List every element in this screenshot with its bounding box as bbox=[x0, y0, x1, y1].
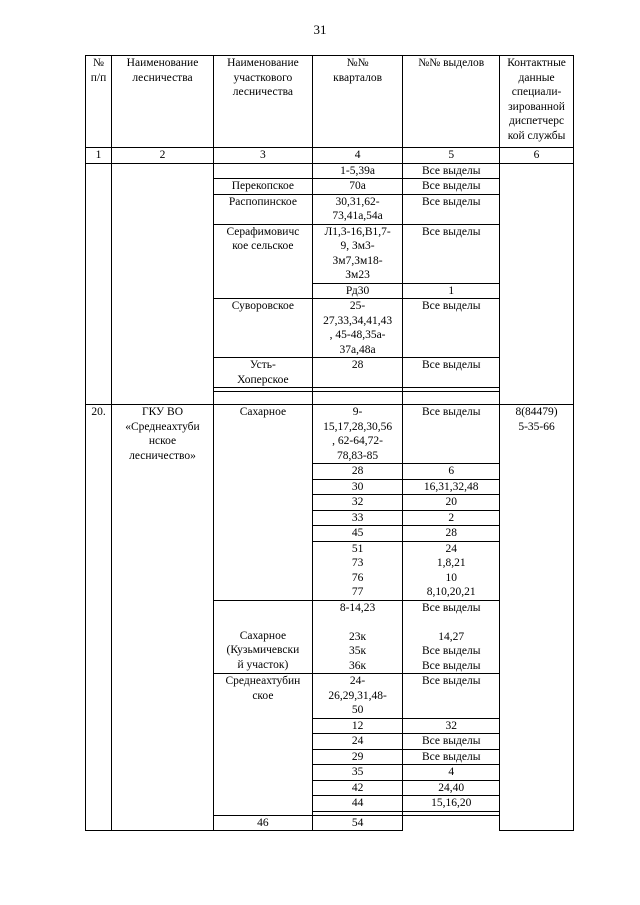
header-quarters: №№ кварталов bbox=[312, 56, 403, 148]
contacts-cell bbox=[500, 163, 574, 405]
plots-cell: 2 bbox=[403, 510, 500, 526]
header-district-forestry-name: Наименование участкового лесничества bbox=[213, 56, 312, 148]
quarters-cell: 30 bbox=[312, 479, 403, 495]
quarters-cell: 35 bbox=[312, 765, 403, 781]
plots-cell: 32 bbox=[403, 718, 500, 734]
forestry-name-cell: ГКУ ВО «Среднеахтуби нское лесничество» bbox=[112, 405, 214, 831]
plots-cell: Все выделы bbox=[403, 734, 500, 750]
quarters-cell: 33 bbox=[312, 510, 403, 526]
number-cell: 20. bbox=[86, 405, 112, 831]
quarters-cell: 28 bbox=[312, 358, 403, 388]
plots-cell: Все выделы bbox=[403, 194, 500, 224]
district-cell: Сахарное (Кузьмичевски й участок) bbox=[213, 600, 312, 674]
quarters-cell: 24 bbox=[312, 734, 403, 750]
plots-cell: 54 bbox=[312, 815, 403, 831]
quarters-cell: 12 bbox=[312, 718, 403, 734]
quarters-cell: 42 bbox=[312, 780, 403, 796]
quarters-cell: 70а bbox=[312, 179, 403, 195]
plots-cell bbox=[403, 392, 500, 405]
district-cell: Усть- Хоперское bbox=[213, 358, 312, 388]
quarters-cell: 29 bbox=[312, 749, 403, 765]
district-cell: Сахарное bbox=[213, 405, 312, 601]
quarters-cell: 8-14,23 23к 35к 36к bbox=[312, 600, 403, 674]
quarters-cell: 1-5,39а bbox=[312, 163, 403, 179]
district-cell: Среднеахтубин ское bbox=[213, 674, 312, 816]
header-contacts: Контактные данные специали- зированной диспетчерс кой службы bbox=[500, 56, 574, 148]
header-plots: №№ выделов bbox=[403, 56, 500, 148]
column-numbers-row bbox=[86, 148, 574, 164]
plots-cell: Все выделы 14,27 Все выделы Все выделы bbox=[403, 600, 500, 674]
quarters-cell: Рд30 bbox=[312, 283, 403, 299]
district-cell bbox=[213, 163, 312, 179]
district-cell: Серафимовичс кое сельское bbox=[213, 224, 312, 299]
plots-cell bbox=[403, 811, 500, 815]
plots-cell: 20 bbox=[403, 495, 500, 511]
plots-cell: Все выделы bbox=[403, 405, 500, 464]
plots-cell: Все выделы bbox=[403, 299, 500, 358]
plots-cell: 6 bbox=[403, 464, 500, 480]
plots-cell: 15,16,20 bbox=[403, 796, 500, 812]
quarters-cell bbox=[312, 392, 403, 405]
quarters-cell: 24- 26,29,31,48- 50 bbox=[312, 674, 403, 719]
number-cell bbox=[86, 163, 112, 405]
plots-cell: Все выделы bbox=[403, 749, 500, 765]
plots-cell: Все выделы bbox=[403, 224, 500, 283]
district-cell bbox=[213, 392, 312, 405]
header-row bbox=[86, 56, 574, 148]
plots-cell: 16,31,32,48 bbox=[403, 479, 500, 495]
plots-cell: Все выделы bbox=[403, 163, 500, 179]
plots-cell: 24 1,8,21 10 8,10,20,21 bbox=[403, 541, 500, 600]
column-number: 4 bbox=[312, 148, 403, 164]
district-cell: Суворовское bbox=[213, 299, 312, 358]
quarters-cell: 9- 15,17,28,30,56 , 62-64,72- 78,83-85 bbox=[312, 405, 403, 464]
quarters-cell: 32 bbox=[312, 495, 403, 511]
quarters-cell: 46 bbox=[213, 815, 312, 831]
column-number: 1 bbox=[86, 148, 112, 164]
table-row bbox=[86, 405, 574, 464]
plots-cell: Все выделы bbox=[403, 179, 500, 195]
forestry-table bbox=[85, 55, 574, 831]
plots-cell: 1 bbox=[403, 283, 500, 299]
plots-cell: 24,40 bbox=[403, 780, 500, 796]
quarters-cell: Л1,3-16,В1,7- 9, Зм3- Зм7,Зм18- Зм23 bbox=[312, 224, 403, 283]
quarters-cell: 28 bbox=[312, 464, 403, 480]
forestry-name-cell bbox=[112, 163, 214, 405]
column-number: 6 bbox=[500, 148, 574, 164]
column-number: 3 bbox=[213, 148, 312, 164]
header-number: № п/п bbox=[86, 56, 112, 148]
column-number: 2 bbox=[112, 148, 214, 164]
plots-cell: Все выделы bbox=[403, 674, 500, 719]
page-number: 31 bbox=[313, 22, 327, 37]
plots-cell: 4 bbox=[403, 765, 500, 781]
quarters-cell: 30,31,62- 73,41а,54а bbox=[312, 194, 403, 224]
quarters-cell: 45 bbox=[312, 526, 403, 542]
quarters-cell: 25- 27,33,34,41,43 , 45-48,35а- 37а,48а bbox=[312, 299, 403, 358]
district-cell: Распопинское bbox=[213, 194, 312, 224]
quarters-cell: 51 73 76 77 bbox=[312, 541, 403, 600]
contacts-cell: 8(84479) 5-35-66 bbox=[500, 405, 574, 831]
column-number: 5 bbox=[403, 148, 500, 164]
table-row bbox=[86, 163, 574, 179]
plots-cell: Все выделы bbox=[403, 358, 500, 388]
header-forestry-name: Наименование лесничества bbox=[112, 56, 214, 148]
district-cell: Перекопское bbox=[213, 179, 312, 195]
plots-cell: 28 bbox=[403, 526, 500, 542]
quarters-cell: 44 bbox=[312, 796, 403, 812]
